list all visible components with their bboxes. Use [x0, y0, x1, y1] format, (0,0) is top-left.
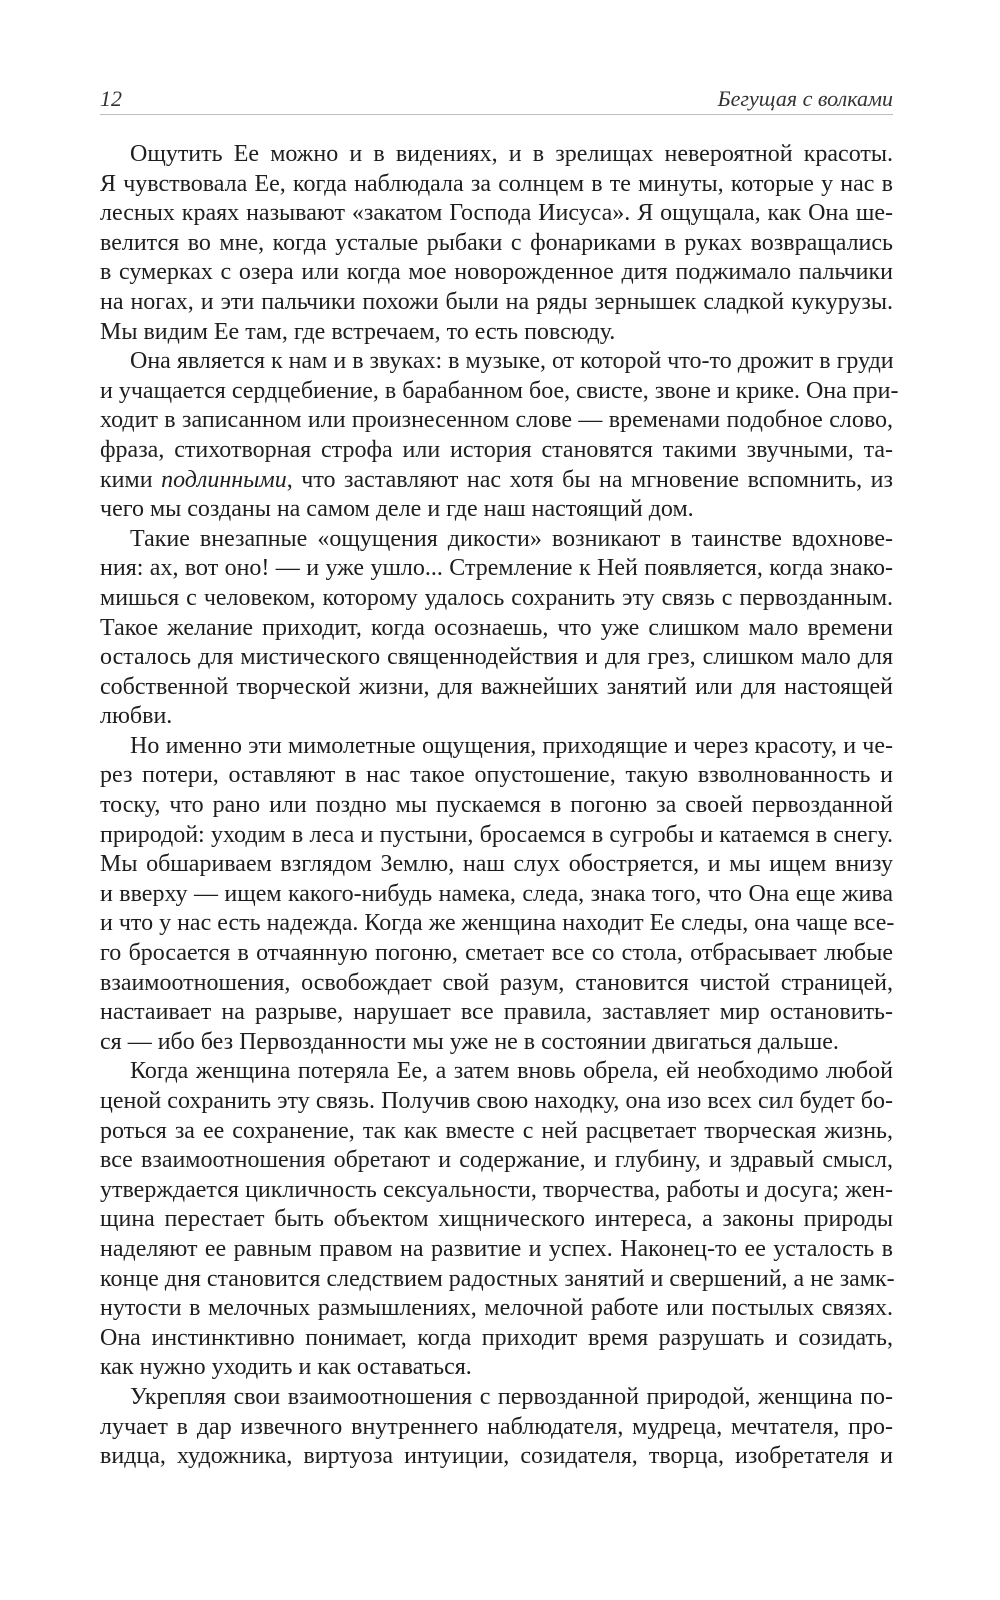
- italic-emphasis: подлинными: [161, 466, 287, 493]
- text-line: лесных краях называют «закатом Господа Иисуса». Я ощущала, как Она ше-: [100, 200, 893, 227]
- paragraph: [100, 1057, 893, 1383]
- text-line: щина перестает быть объектом хищнического интереса, а законы природы: [100, 1206, 893, 1233]
- text-line: рез потери, оставляют в нас такое опустошение, такую взволнованность и: [100, 762, 893, 789]
- text-line: Такое желание приходит, когда осознаешь, что уже слишком мало времени: [100, 614, 893, 641]
- text-line: [100, 466, 893, 496]
- text-line: Когда женщина потеряла Ее, а затем вновь обрела, ей необходимо любой: [130, 1058, 893, 1085]
- text-line: Такие внезапные «ощущения дикости» возникают в таинстве вдохнове-: [130, 525, 893, 552]
- text-line: наделяют ее равным правом на развитие и успех. Наконец-то ее усталость в: [100, 1235, 893, 1262]
- text-segment: кими: [100, 466, 162, 493]
- text-line: на ногах, и эти пальчики похожи были на ряды зернышек сладкой кукурузы.: [100, 288, 893, 315]
- text-line: собственной творческой жизни, для важнейших занятий или для настоящей: [100, 673, 893, 700]
- text-line: Мы видим Ее там, где встречаем, то есть повсюду.: [100, 318, 616, 345]
- text-line: любви.: [100, 703, 173, 730]
- text-line: Мы обшариваем взглядом Землю, наш слух обостряется, и мы ищем внизу: [100, 851, 893, 878]
- text-line: видца, художника, виртуоза интуиции, созидателя, творца, изобретателя и: [100, 1443, 893, 1470]
- running-header: [100, 80, 893, 115]
- paragraph: [100, 525, 893, 732]
- text-line: взаимоотношения, освобождает свой разум, становится чистой страницей,: [100, 969, 893, 996]
- text-line: настаивает на разрыве, нарушает все правила, заставляет мир остановить-: [100, 999, 893, 1026]
- paragraph: [100, 1383, 893, 1472]
- page-body: [100, 140, 899, 1472]
- text-segment: , что заставляют нас хотя бы на мгновение вспомнить, из: [286, 466, 893, 493]
- text-line: Укрепляя свои взаимоотношения с первозданной природой, женщина по-: [130, 1383, 893, 1410]
- paragraph: [100, 140, 893, 347]
- text-line: и учащается сердцебиение, в барабанном бое, свисте, звоне и крике. Она при-: [100, 377, 899, 404]
- text-line: и что у нас есть надежда. Когда же женщина находит Ее следы, она чаще все-: [100, 910, 895, 937]
- text-line: велится во мне, когда усталые рыбаки с фонариками в руках возвращались: [100, 229, 893, 256]
- text-line: как нужно уходить и как оставаться.: [100, 1354, 472, 1381]
- text-line: ния: ах, вот оно! — и уже ушло... Стремление к Ней появляется, когда знако-: [100, 555, 893, 582]
- text-line: утверждается цикличность сексуальности, творчества, работы и досуга; жен-: [100, 1176, 893, 1203]
- running-title: Бегущая с волками: [717, 86, 893, 111]
- text-line: фраза, стихотворная строфа или история становятся такими звучными, та-: [100, 436, 893, 463]
- paragraph: [100, 732, 893, 1058]
- text-line: роться за ее сохранение, так как вместе с ней расцветает творческая жизнь,: [100, 1117, 893, 1144]
- text-line: природой: уходим в леса и пустыни, бросаемся в сугробы и катаемся в снегу.: [100, 821, 893, 848]
- text-line: в сумерках с озера или когда мое новорожденное дитя поджимало пальчики: [100, 259, 893, 286]
- page-number: 12: [100, 86, 122, 111]
- text-line: мишься с человеком, которому удалось сохранить эту связь с первозданным.: [100, 584, 893, 611]
- text-line: Она является к нам и в звуках: в музыке, от которой что-то дрожит в груди: [130, 348, 894, 375]
- text-line: чего мы созданы на самом деле и где наш настоящий дом.: [100, 496, 694, 523]
- text-line: все взаимоотношения обретают и содержание, и глубину, и здравый смысл,: [100, 1147, 893, 1174]
- paragraph: [100, 347, 899, 525]
- text-line: Она инстинктивно понимает, когда приходит время разрушать и созидать,: [100, 1324, 893, 1351]
- text-line: ся — ибо без Первозданности мы уже не в состоянии двигаться дальше.: [100, 1028, 839, 1055]
- text-line: Ощутить Ее можно и в видениях, и в зрелищах невероятной красоты.: [130, 141, 893, 167]
- text-line: и вверху — ищем какого-нибудь намека, следа, знака того, что Она еще жива: [100, 880, 893, 907]
- text-line: ходит в записанном или произнесенном слове — временами подобное слово,: [100, 407, 893, 434]
- text-line: нутости в мелочных размышлениях, мелочной работе или постылых связях.: [100, 1295, 893, 1322]
- text-line: конце дня становится следствием радостных занятий и свершений, а не замк-: [100, 1265, 895, 1292]
- text-line: тоску, что рано или поздно мы пускаемся в погоню за своей первозданной: [100, 792, 893, 819]
- text-line: лучает в дар извечного внутреннего наблюдателя, мудреца, мечтателя, про-: [100, 1413, 893, 1440]
- text-line: осталось для мистического священнодействия и для грез, слишком мало для: [100, 644, 893, 671]
- text-line: Но именно эти мимолетные ощущения, приходящие и через красоту, и че-: [130, 732, 893, 759]
- text-line: го бросается в отчаянную погоню, сметает все со стола, отбрасывает любые: [100, 940, 893, 967]
- text-line: ценой сохранить эту связь. Получив свою находку, она изо всех сил будет бо-: [100, 1088, 893, 1114]
- text-line: Я чувствовала Ее, когда наблюдала за солнцем в те минуты, которые у нас в: [100, 170, 893, 197]
